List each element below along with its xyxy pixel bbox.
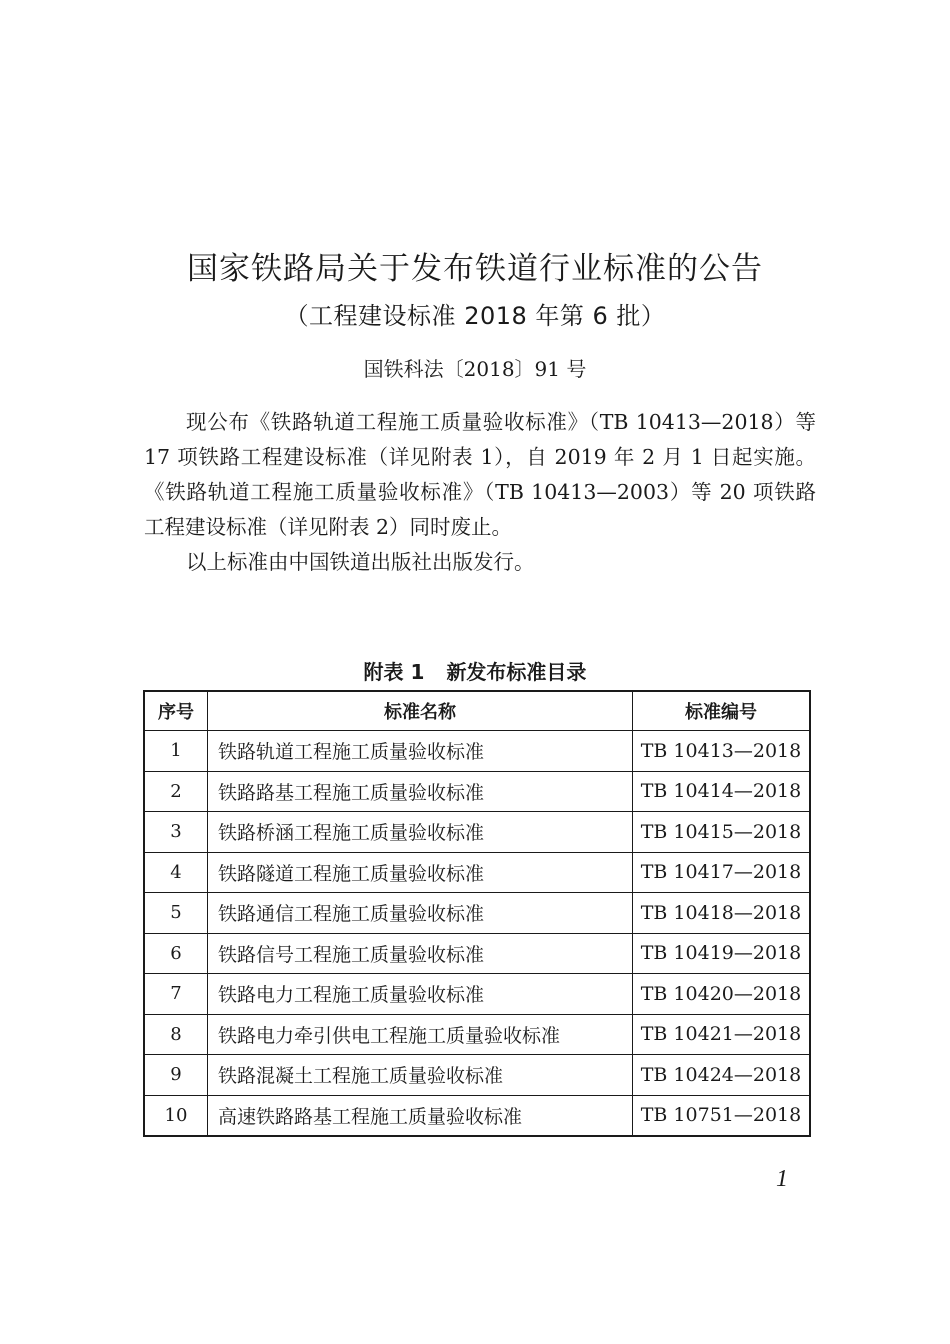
table-row	[144, 1095, 810, 1136]
row-serial: 9	[144, 1055, 208, 1096]
row-serial: 8	[144, 1014, 208, 1055]
row-standard-code: TB 10414—2018	[633, 771, 811, 812]
header-standard-code: 标准编号	[633, 691, 811, 731]
row-serial: 6	[144, 933, 208, 974]
row-serial: 1	[144, 731, 208, 772]
table-caption	[0, 656, 950, 685]
row-serial: 4	[144, 852, 208, 893]
body-paragraph: 现公布《铁路轨道工程施工质量验收标准》（TB 10413—2018）等 17 项铁路工程建设标准（详见附表 1），自 2019 年 2 月 1 日起实施。《铁路轨道工程施工质量验收标准》（TB 10413—2003）等 20 项铁路工程建设标准（详见附表 2）同时废止。	[144, 410, 816, 539]
notice-body	[144, 405, 816, 580]
body-paragraph: 以上标准由中国铁道出版社出版发行。	[186, 550, 535, 574]
table-caption-label: 附表 1	[363, 660, 425, 684]
row-serial: 7	[144, 974, 208, 1015]
table-row	[144, 1055, 810, 1096]
row-standard-name: 铁路通信工程施工质量验收标准	[208, 893, 633, 934]
row-standard-name: 铁路轨道工程施工质量验收标准	[208, 731, 633, 772]
notice-title: 国家铁路局关于发布铁道行业标准的公告	[187, 251, 763, 287]
page-number: 1	[776, 1166, 788, 1192]
row-serial: 5	[144, 893, 208, 934]
row-standard-name: 铁路隧道工程施工质量验收标准	[208, 852, 633, 893]
table-caption-title: 新发布标准目录	[446, 660, 587, 684]
row-standard-name: 铁路电力工程施工质量验收标准	[208, 974, 633, 1015]
notice-subtitle: （工程建设标准 2018 年第 6 批）	[284, 302, 666, 330]
standards-table	[143, 690, 811, 1137]
row-standard-name: 铁路桥涵工程施工质量验收标准	[208, 812, 633, 853]
document-number: 国铁科法〔2018〕91 号	[363, 357, 587, 381]
row-serial: 10	[144, 1095, 208, 1136]
row-serial: 3	[144, 812, 208, 853]
row-standard-code: TB 10417—2018	[633, 852, 811, 893]
row-standard-code: TB 10415—2018	[633, 812, 811, 853]
table-row	[144, 812, 810, 853]
row-standard-name: 铁路混凝土工程施工质量验收标准	[208, 1055, 633, 1096]
table-row	[144, 852, 810, 893]
header-serial: 序号	[144, 691, 208, 731]
row-standard-name: 铁路信号工程施工质量验收标准	[208, 933, 633, 974]
row-standard-code: TB 10418—2018	[633, 893, 811, 934]
table-row	[144, 893, 810, 934]
row-standard-code: TB 10420—2018	[633, 974, 811, 1015]
table-row	[144, 974, 810, 1015]
row-standard-code: TB 10751—2018	[633, 1095, 811, 1136]
row-standard-name: 高速铁路路基工程施工质量验收标准	[208, 1095, 633, 1136]
row-standard-name: 铁路路基工程施工质量验收标准	[208, 771, 633, 812]
table-row	[144, 731, 810, 772]
row-standard-code: TB 10419—2018	[633, 933, 811, 974]
row-standard-code: TB 10413—2018	[633, 731, 811, 772]
table-header-row	[144, 691, 810, 731]
row-standard-name: 铁路电力牵引供电工程施工质量验收标准	[208, 1014, 633, 1055]
table-row	[144, 771, 810, 812]
row-standard-code: TB 10424—2018	[633, 1055, 811, 1096]
table-row	[144, 933, 810, 974]
row-standard-code: TB 10421—2018	[633, 1014, 811, 1055]
table-row	[144, 1014, 810, 1055]
header-standard-name: 标准名称	[208, 691, 633, 731]
row-serial: 2	[144, 771, 208, 812]
